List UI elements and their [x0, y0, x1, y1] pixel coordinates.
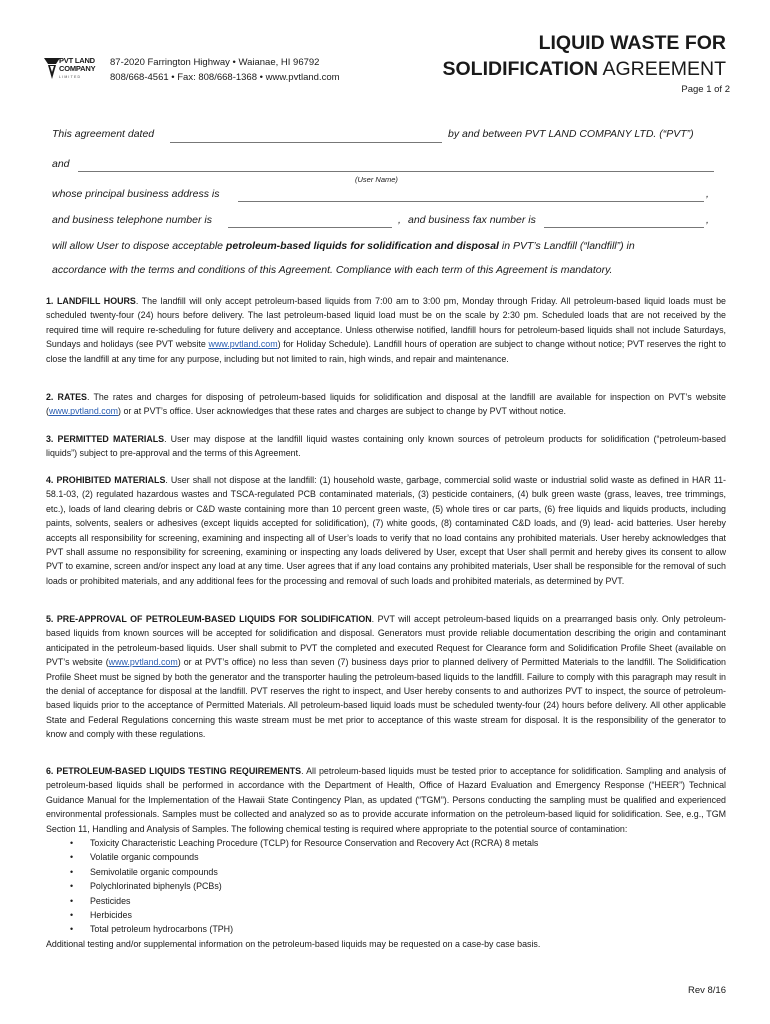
section-1-heading: 1. LANDFILL HOURS	[46, 296, 136, 306]
revision-label: Rev 8/16	[687, 985, 726, 996]
section-prohibited-materials	[46, 473, 726, 588]
logo-text	[59, 57, 95, 73]
fax-comma: ,	[706, 214, 709, 226]
list-item: • Herbicides	[90, 908, 726, 922]
section-2-text-a: . The rates and charges for disposing of petroleum-based liquids for solidification and disposal at the landfill are available for inspection on PVT’s website (	[46, 392, 726, 417]
section-2-text-b: ) or at PVT’s office. User acknowledges that these rates and charges are subject to change by PVT without notice.	[118, 406, 566, 417]
page-number: Page 1 of 2	[681, 84, 730, 95]
fax-field[interactable]	[544, 227, 704, 228]
section-6-text-a: . All petroleum-based liquids must be tested prior to acceptance for solidification. Sampling and analysis of petroleum-based liquids shall be performed in accordance with the Department of Health, Office of Hazard Evaluation and Emergency Response (“HEER”) Technical Guidance Manual for the Implementation of the Hawaii State Contingency Plan, as updated (“TGM”). Persons conducting the sampling must be qualified and experienced environmental professionals. Samples must be collected and analyzed so as to provide accurate information on the petroleum-based liquid for solidification. See, e.g., TGM Section 11, Handling and Analysis of Samples. The following chemical testing is required where appropriate to the potential source of contamination:	[46, 766, 726, 834]
address-label: whose principal business address is	[52, 188, 220, 200]
company-address: 87-2020 Farrington Highway • Waianae, HI 96792	[110, 57, 320, 68]
address-comma: ,	[706, 188, 709, 200]
website-link[interactable]: www.pvtland.com	[208, 339, 278, 350]
section-5-text-b: ) or at PVT’s office) no less than seven (7) business days prior to planned delivery of Permitted Materials to the landfill. The Solidification Profile Sheet must be signed by both the generator and the transporter hauling the petroleum-based liquids to the landfill. Failure to comply with this paragraph may result in the denial of acceptance for disposal at the landfill. PVT reserves the right to inspect, and User hereby consents to and authorizes PVT to inspect, the source of petroleum-based liquids prior to the acceptance of Permitted Materials. All petroleum-based liquid loads must be scheduled twenty-four (24) hours before delivery. All other applicable State and Federal Regulations concerning this waste stream must be met prior to acceptance of this waste stream for disposal. It is the responsibility of the generator to know and comply with these regulations.	[46, 657, 726, 740]
section-6-heading: 6. PETROLEUM-BASED LIQUIDS TESTING REQUIREMENTS	[46, 766, 302, 776]
section-5-text-a: . PVT will accept petroleum-based liquids on a prearranged basis only. Only petroleum-based liquids from known sources will be accepted for solidification and disposal. Generators must provide reliable documentation describing the origin and contaminant anticipated in the petroleum-based liquids. User shall submit to PVT the completed and executed Request for Clearance form and Solidification Profile Sheet (available on PVT’s website (	[46, 614, 726, 668]
website-link[interactable]: www.pvtland.com	[108, 657, 178, 668]
list-item: • Volatile organic compounds	[90, 850, 726, 864]
list-item: • Total petroleum hydrocarbons (TPH)	[90, 922, 726, 936]
logo-mark-icon	[44, 56, 60, 80]
and-label: and	[52, 158, 70, 170]
logo-line2: COMPANY	[59, 64, 96, 73]
list-item: • Polychlorinated biphenyls (PCBs)	[90, 879, 726, 893]
section-4-heading: 4. PROHIBITED MATERIALS	[46, 475, 166, 485]
title-line2-bold: SOLIDIFICATION	[442, 58, 599, 80]
section-6-text-b: Additional testing and/or supplemental information on the petroleum-based liquids may be requested on a case-by case basis.	[46, 938, 541, 949]
section-5-heading: 5. PRE-APPROVAL OF PETROLEUM-BASED LIQUIDS FOR SOLIDIFICATION	[46, 614, 372, 624]
section-testing-requirements	[46, 764, 726, 951]
section-1-text-b: ) for Holiday Schedule). Landfill hours of operation are subject to change without notice; PVT reserves the right to close the landfill at any time for any purpose, including but not limited to rain, high winds, and repair and maintenance.	[46, 339, 726, 364]
list-item: • Toxicity Characteristic Leaching Procedure (TCLP) for Resource Conservation and Recovery Act (RCRA) 8 metals	[90, 836, 726, 850]
phone-field[interactable]	[228, 227, 392, 228]
company-address-block	[110, 55, 340, 85]
user-name-field[interactable]	[78, 171, 714, 172]
section-2-heading: 2. RATES	[46, 392, 87, 402]
allow-post: in PVT’s Landfill (“landfill”) in	[498, 240, 635, 252]
phone-label: and business telephone number is	[52, 214, 212, 226]
allow-bold: petroleum-based liquids for solidification and disposal	[225, 240, 499, 252]
section-3-text: . User may dispose at the landfill liquid wastes containing only known sources of petroleum products for solidification (“petroleum-based liquids”) subject to pre-approval and the terms of this Agreement.	[46, 434, 726, 459]
company-contact: 808/668-4561 • Fax: 808/668-1368 • www.pvtland.com	[110, 72, 340, 83]
section-permitted-materials	[46, 432, 726, 461]
title-line1: LIQUID WASTE FOR	[538, 32, 726, 54]
phone-comma: ,	[398, 214, 401, 226]
list-item: • Pesticides	[90, 894, 726, 908]
section-landfill-hours	[46, 294, 726, 366]
section-3-heading: 3. PERMITTED MATERIALS	[46, 434, 165, 444]
allow-statement	[52, 240, 635, 252]
testing-list	[90, 836, 726, 937]
website-link[interactable]: www.pvtland.com	[48, 406, 119, 417]
logo-subtext: LIMITED	[59, 75, 82, 79]
fax-label: and business fax number is	[408, 214, 536, 226]
logo-line1: PVT LAND	[59, 56, 95, 65]
between-label: by and between PVT LAND COMPANY LTD. (“PVT”)	[448, 128, 694, 140]
business-address-field[interactable]	[238, 201, 704, 202]
dated-label: This agreement dated	[52, 128, 155, 140]
section-rates	[46, 390, 726, 419]
user-name-caption: (User Name)	[355, 175, 398, 184]
title-line2-rest: AGREEMENT	[598, 58, 726, 80]
company-logo	[44, 56, 102, 82]
section-pre-approval	[46, 612, 726, 742]
document-title	[443, 30, 727, 82]
list-item: • Semivolatile organic compounds	[90, 865, 726, 879]
date-field[interactable]	[170, 142, 442, 143]
accordance-statement: accordance with the terms and conditions of this Agreement. Compliance with each term of this Agreement is mandatory.	[52, 264, 613, 276]
section-4-text: . User shall not dispose at the landfill: (1) household waste, garbage, commercial solid waste or industrial solid waste as defined in HAR 11-58.1-03, (2) regulated hazardous wastes and TSCA-regulated PCB contaminated materials, (3) pesticide containers, (4) bulk green waste (grass, leaves, tree trimmings, etc.), loads of land clearing debris or C&D waste containing more than 10 percent green waste, (5) whole tires or car parts, (6) free liquids and liquids products, including paints, solvents, sealers or adhesives (except liquids accepted for solidification), (7) white goods, (8) contaminated C&D loads, and (9) lead- acid batteries. User hereby accepts all responsibility for screening, examining and inspecting all of User’s loads to verify that no load contains any prohibited materials. User hereby acknowledges that PVT shall assume no responsibility for screening, examining or inspecting any loads delivered by User, except that User shall permit and hereby gives its consent to allow PVT to examine, screen and/or inspect any load at any time. User agrees that if any load contains any prohibited materials, User shall be responsible for the removal of such loads or prohibited materials, and any additional fees for the processing and removal of such loads and prohibited materials, as determined by PVT.	[46, 475, 726, 586]
allow-pre: will allow User to dispose acceptable	[52, 240, 226, 252]
section-1-text-a: . The landfill will only accept petroleum-based liquids from 7:00 am to 3:00 pm, Monday through Friday. All petroleum-based liquid loads must be scheduled twenty-four (24) hours before delivery. The last petroleum-based liquid load must be on the scale by 2:30 pm. Scheduled loads that are not received by the required time will require re-scheduling for future delivery and acceptance. Unless otherwise notified, landfill hours for petroleum-based liquids shall not include Saturdays, Sundays and holidays (see PVT website	[46, 296, 726, 350]
